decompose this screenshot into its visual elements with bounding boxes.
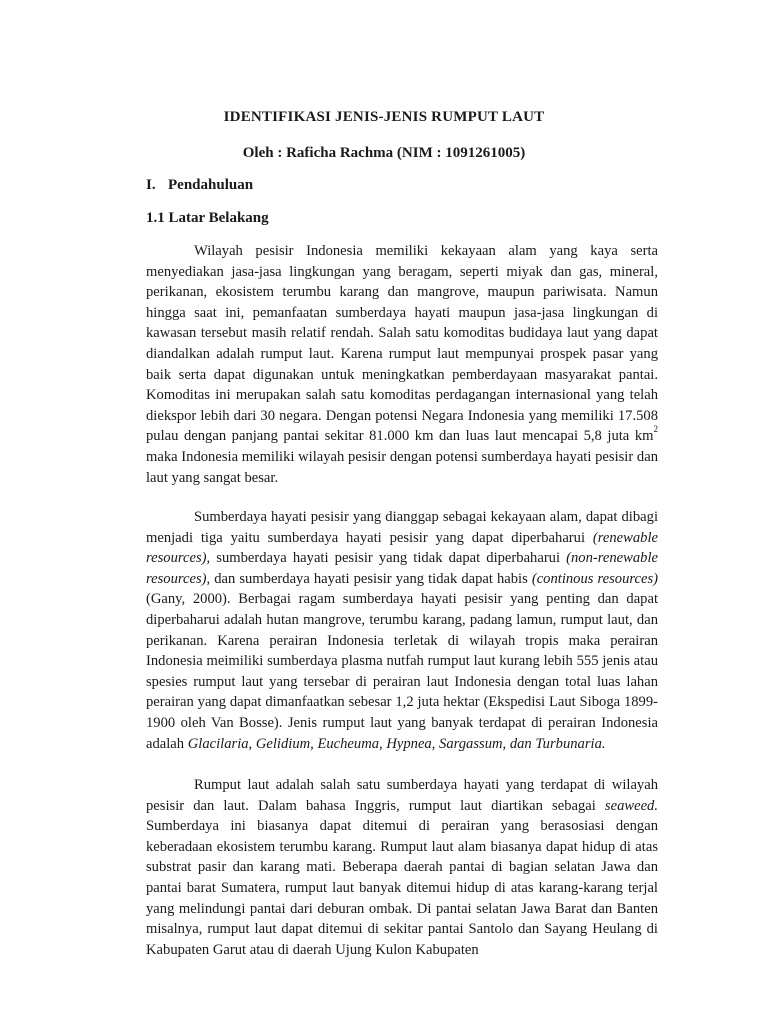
p2-genus-list: Glacilaria, Gelidium, Eucheuma, Hypnea, Sargassum, dan Turbunaria. xyxy=(187,735,606,752)
p2-text-2: , sumberdaya hayati pesisir yang tidak dapat diperbaharui xyxy=(206,550,567,567)
p3-italic-1: seaweed. xyxy=(604,797,658,814)
document-title: IDENTIFIKASI JENIS-JENIS RUMPUT LAUT xyxy=(223,109,545,125)
paragraph-2 xyxy=(146,507,658,754)
section-title: Pendahuluan xyxy=(168,177,254,193)
p1-superscript: 2 xyxy=(653,424,658,435)
author-line: Oleh : Raficha Rachma (NIM : 1091261005) xyxy=(242,145,526,161)
paragraph-1 xyxy=(146,241,658,488)
p2-italic-2: (non-renewable resources) xyxy=(146,550,658,587)
p3-text-1: Rumput laut adalah salah satu sumberdaya hayati yang terdapat di wilayah pesisir dan laut. Dalam bahasa Inggris, rumput laut diartikan sebagai xyxy=(146,777,658,814)
p2-italic-1: (renewable resources) xyxy=(146,529,658,567)
p2-italic-3: (continous resources) xyxy=(531,570,658,587)
p2-text-3: , dan sumberdaya hayati pesisir yang tidak dapat habis xyxy=(206,570,532,587)
paragraph-3 xyxy=(146,775,658,960)
p1-text-b: maka Indonesia memiliki wilayah pesisir dengan potensi sumberdaya hayati pesisir dan laut yang sangat besar. xyxy=(146,448,658,486)
p3-text-2: Sumberdaya ini biasanya dapat ditemui di perairan yang berasosiasi dengan keberadaan ekosistem terumbu karang. Rumput laut alam biasanya dapat hidup di atas substrat pasir dan karang mati. Beberapa daerah pantai di bagian selatan Jawa dan pantai barat Sumatera, rumput laut banyak ditemui hidup di atas karang-karang terjal yang melindungi pantai dari deburan ombak. Di pantai selatan Jawa Barat dan Banten misalnya, rumput laut dapat ditemui di sekitar pantai Santolo dan Sayang Heulang di Kabupaten Garut atau di daerah Ujung Kulon Kabupaten xyxy=(146,818,658,958)
section-number: I. xyxy=(146,177,156,193)
section-heading xyxy=(146,177,253,194)
subsection-heading: 1.1 Latar Belakang xyxy=(146,210,269,226)
p2-text-1: Sumberdaya hayati pesisir yang dianggap sebagai kekayaan alam, dapat dibagi menjadi tiga yaitu sumberdaya hayati pesisir yang dapat diperbaharui xyxy=(146,509,658,546)
p1-text-a: Wilayah pesisir Indonesia memiliki kekayaan alam yang kaya serta menyediakan jasa-jasa lingkungan yang beragam, seperti miyak dan gas, mineral, perikanan, ekosistem terumbu karang dan mangrove, maupun pariwisata. Namun hingga saat ini, pemanfaatan sumberdaya hayati maupun jasa-jasa lingkungan di kawasan tersebut masih relatif rendah. Salah satu komoditas budidaya laut yang dapat diandalkan adalah rumput laut. Karena rumput laut mempunyai prospek pasar yang baik serta dapat digunakan untuk meningkatkan pemberdayaan masyarakat pantai. Komoditas ini merupakan salah satu komoditas perdagangan internasional yang telah diekspor lebih dari 30 negara. Dengan potensi Negara Indonesia yang memiliki 17.508 pulau dengan panjang pantai sekitar 81.000 km dan luas laut mencapai 5,8 juta km xyxy=(146,243,658,445)
p2-text-4: (Gany, 2000). Berbagai ragam sumberdaya hayati pesisir yang penting dan dapat diperbaharui adalah hutan mangrove, terumbu karang, padang lamun, rumput laut, dan perikanan. Karena perairan Indonesia terletak di wilayah tropis maka perairan Indonesia meimiliki sumberdaya plasma nutfah rumput laut kurang lebih 555 jenis atau spesies rumput laut yang tersebar di perairan laut Indonesia dengan total luas lahan perairan yang dapat dimanfaatkan sebesar 1,2 juta hektar (Ekspedisi Laut Siboga 1899-1900 oleh Van Bosse). Jenis rumput laut yang banyak terdapat di perairan Indonesia adalah xyxy=(146,591,658,752)
